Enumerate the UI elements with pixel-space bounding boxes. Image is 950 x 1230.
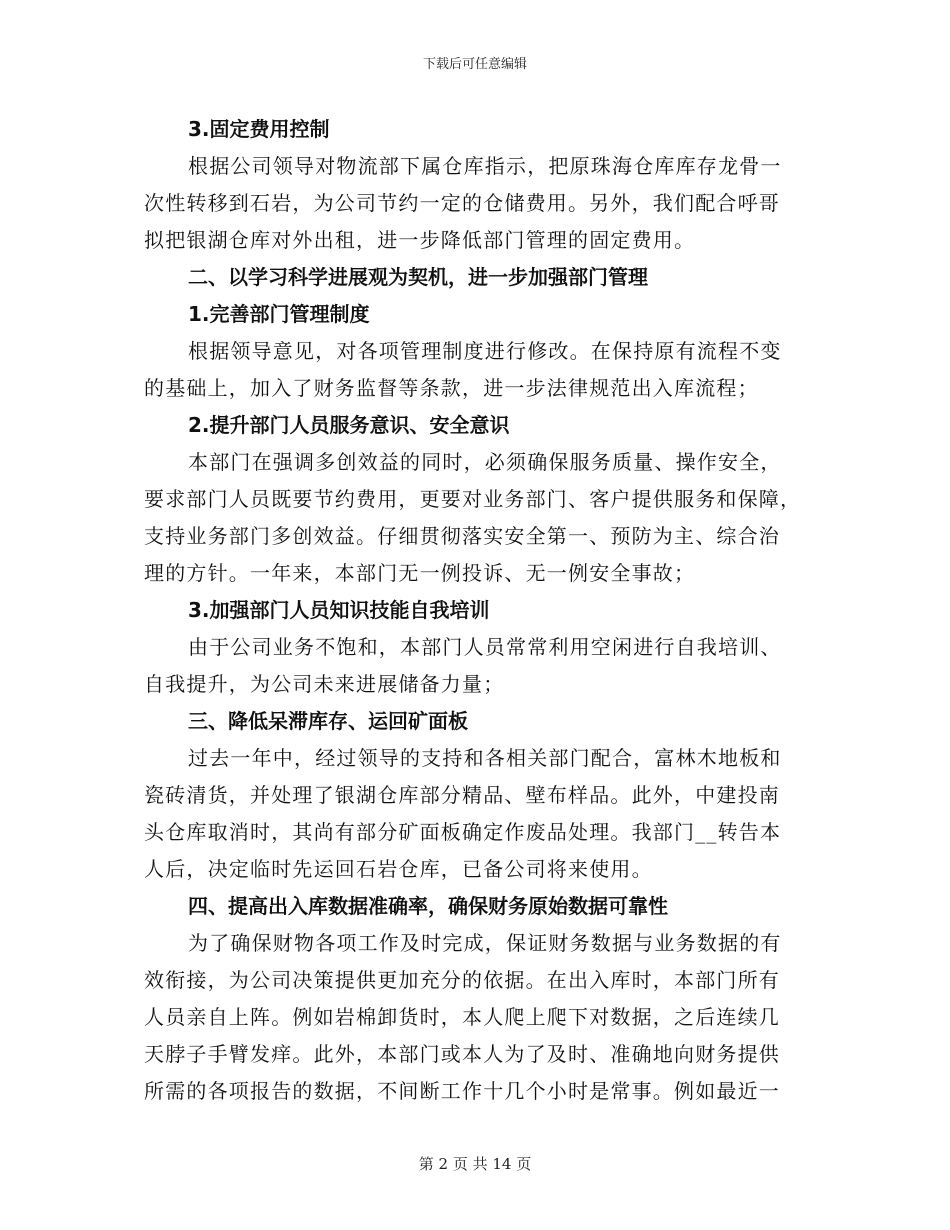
paragraph <box>144 740 804 888</box>
paragraph-line: 自我提升，为公司未来进展储备力量； <box>144 672 505 696</box>
paragraph <box>144 148 804 259</box>
paragraph-line: 所需的各项报告的数据，不间断工作十几个小时是常事。例如最近一 <box>144 1079 780 1103</box>
paragraph <box>144 629 804 703</box>
paragraph-line: 本部门在强调多创效益的同时，必须确保服务质量、操作安全， <box>188 450 782 474</box>
paragraph <box>144 333 804 407</box>
paragraph <box>144 444 804 592</box>
paragraph-line: 根据公司领导对物流部下属仓库指示，把原珠海仓库库存龙骨一 <box>188 154 782 178</box>
paragraph-line: 过去一年中，经过领导的支持和各相关部门配合，富林木地板和 <box>188 746 782 770</box>
paragraph-line: 人后，决定临时先运回石岩仓库，已备公司将来使用。 <box>144 857 653 881</box>
paragraph-line: 瓷砖清货，并处理了银湖仓库部分精品、壁布样品。此外，中建投南 <box>144 783 780 807</box>
section-heading: 四、提高出入库数据准确率，确保财务原始数据可靠性 <box>188 894 668 918</box>
paragraph-line: 效衔接，为公司决策提供更加充分的依据。在出入库时，本部门所有 <box>144 968 780 992</box>
section-heading: 3.固定费用控制 <box>188 117 330 141</box>
section-heading: 3.加强部门人员知识技能自我培训 <box>188 598 490 622</box>
header-note: 下载后可任意编辑 <box>422 57 527 72</box>
section-heading: 2.提升部门人员服务意识、安全意识 <box>188 413 510 437</box>
section-heading: 1.完善部门管理制度 <box>188 302 370 326</box>
paragraph-line: 拟把银湖仓库对外出租，进一步降低部门管理的固定费用。 <box>144 228 696 252</box>
paragraph-line: 为了确保财物各项工作及时完成，保证财务数据与业务数据的有 <box>188 931 782 955</box>
paragraph-line: 理的方针。一年来，本部门无一例投诉、无一例安全事故； <box>144 561 696 585</box>
paragraph-line: 次性转移到石岩，为公司节约一定的仓储费用。另外，我们配合呼哥 <box>144 191 780 215</box>
paragraph-line: 支持业务部门多创效益。仔细贯彻落实安全第一、预防为主、综合治 <box>144 524 780 548</box>
paragraph-line: 人员亲自上阵。例如岩棉卸货时，本人爬上爬下对数据，之后连续几 <box>144 1005 780 1029</box>
paragraph-line: 的基础上，加入了财务监督等条款，进一步法律规范出入库流程； <box>144 376 759 400</box>
document-body <box>144 111 804 1110</box>
paragraph-line: 天脖子手臂发痒。此外，本部门或本人为了及时、准确地向财务提供 <box>144 1042 780 1066</box>
paragraph-line: 要求部门人员既要节约费用，更要对业务部门、客户提供服务和保障， <box>144 487 802 511</box>
paragraph <box>144 925 804 1110</box>
page-footer: 第 2 页 共 14 页 <box>418 1155 532 1173</box>
paragraph-line: 由于公司业务不饱和，本部门人员常常利用空闲进行自我培训、 <box>188 635 782 659</box>
paragraph-line: 根据领导意见，对各项管理制度进行修改。在保持原有流程不变 <box>188 339 782 363</box>
section-heading: 三、降低呆滞库存、运回矿面板 <box>188 709 468 733</box>
paragraph-line: 头仓库取消时，其尚有部分矿面板确定作废品处理。我部门__转告本 <box>144 820 782 844</box>
section-heading: 二、以学习科学进展观为契机，进一步加强部门管理 <box>188 265 648 289</box>
